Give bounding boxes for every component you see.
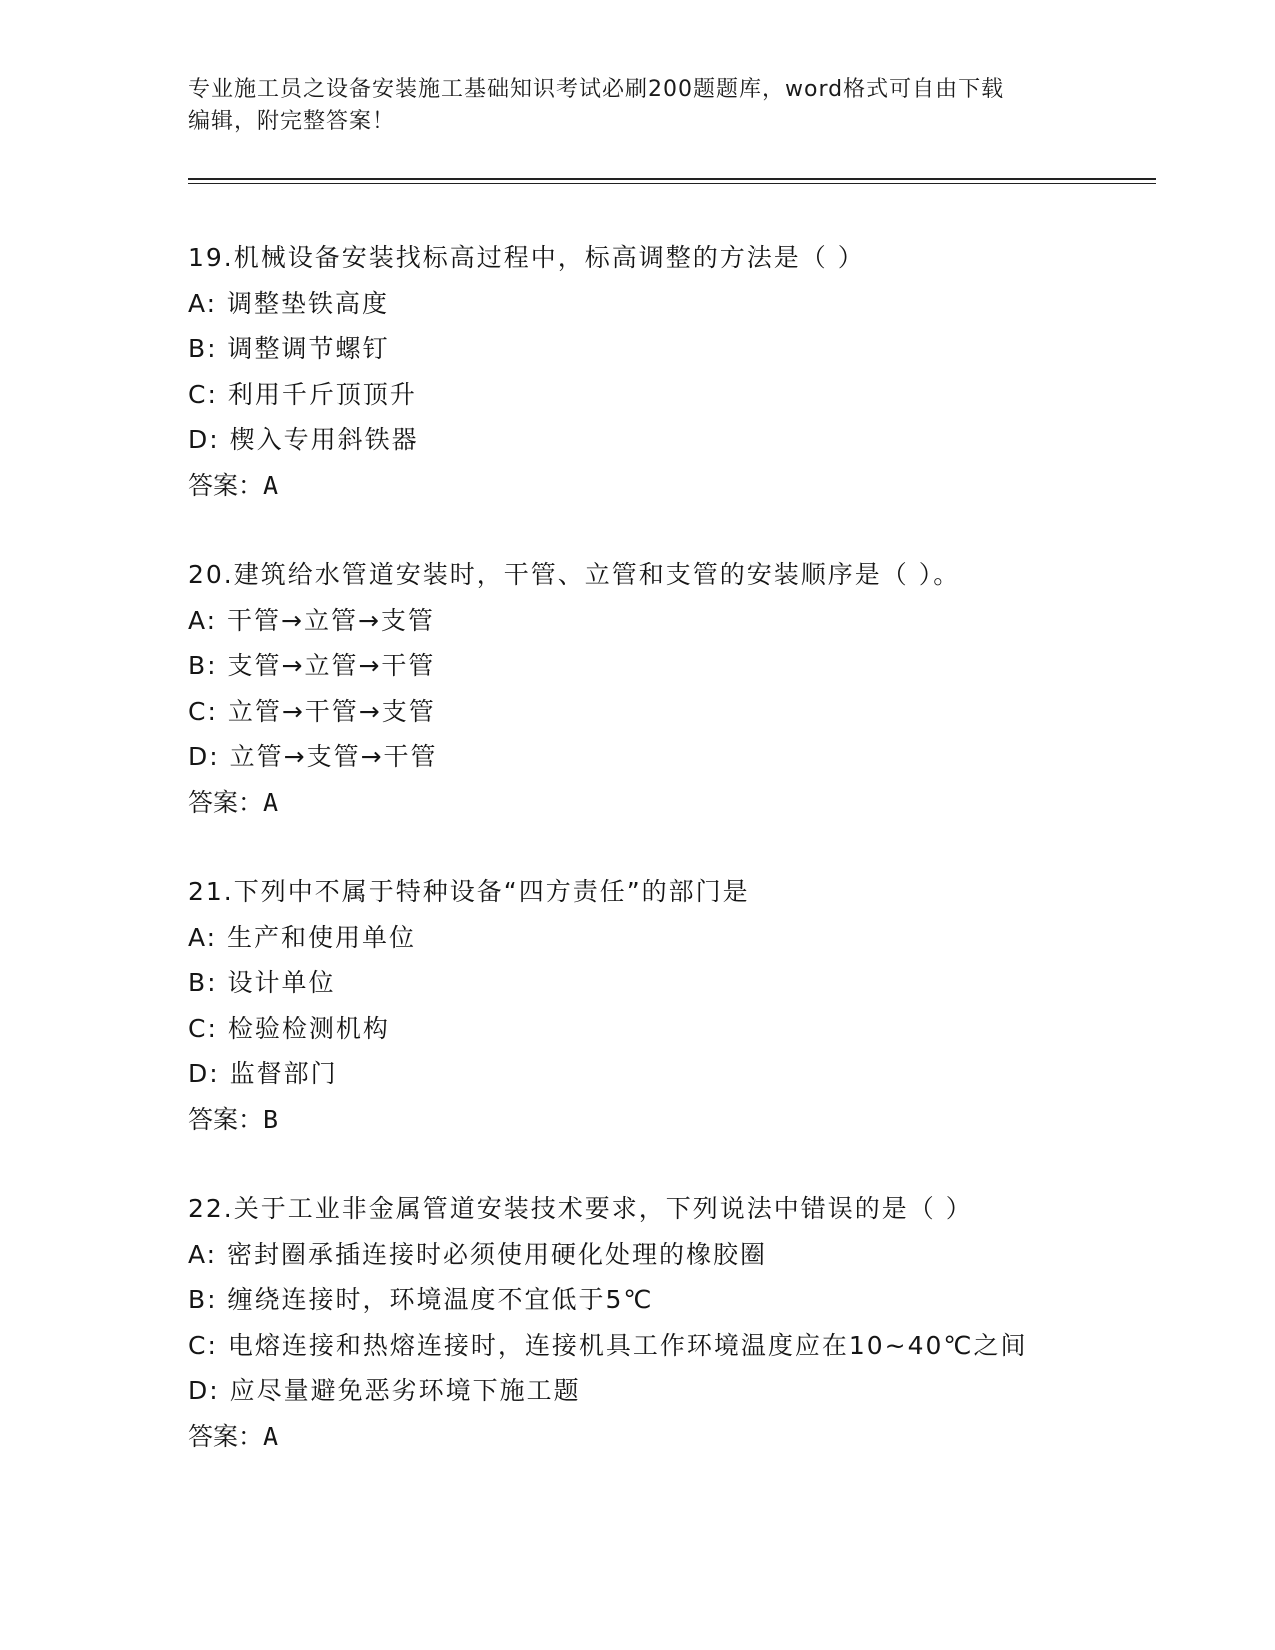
question-22 [188,1186,1156,1459]
option-d: D: 监督部门 [188,1059,338,1088]
option-b: B: 调整调节螺钉 [188,334,390,363]
answer: 答案：A [188,787,279,817]
option-c: C: 利用千斤顶顶升 [188,379,417,409]
question-19 [188,235,1156,508]
option-a: A: 生产和使用单位 [188,922,417,952]
question-stem: 21.下列中不属于特种设备“四方责任”的部门是 [188,877,750,906]
option-b: B: 支管→立管→干管 [188,651,436,680]
answer: 答案：B [188,1104,279,1134]
option-d: D: 楔入专用斜铁器 [188,425,419,454]
option-a: A: 干管→立管→支管 [188,605,435,635]
question-stem: 22.关于工业非金属管道安装技术要求，下列说法中错误的是（ ） [188,1194,973,1223]
question-list [188,235,1156,1503]
answer: 答案：A [188,470,279,500]
option-c: C: 立管→干管→支管 [188,696,436,726]
answer: 答案：A [188,1421,279,1451]
question-20 [188,552,1156,825]
option-a: A: 调整垫铁高度 [188,288,390,318]
question-21 [188,869,1156,1142]
option-b: B: 缠绕连接时，环境温度不宜低于5℃ [188,1285,654,1314]
question-stem: 20.建筑给水管道安装时，干管、立管和支管的安装顺序是（ ）。 [188,560,961,589]
option-c: C: 电熔连接和热熔连接时，连接机具工作环境温度应在10~40℃之间 [188,1330,1028,1360]
option-c: C: 检验检测机构 [188,1013,390,1043]
header-divider [188,178,1156,184]
option-a: A: 密封圈承插连接时必须使用硬化处理的橡胶圈 [188,1239,768,1269]
question-stem: 19.机械设备安装找标高过程中，标高调整的方法是（ ） [188,243,865,272]
option-d: D: 立管→支管→干管 [188,742,438,771]
option-b: B: 设计单位 [188,968,336,997]
header-title-line-1: 专业施工员之设备安装施工基础知识考试必刷200题题库，word格式可自由下载 [188,77,1005,102]
option-d: D: 应尽量避免恶劣环境下施工题 [188,1376,581,1405]
document-header [188,74,1088,138]
header-title-line-2: 编辑，附完整答案！ [188,109,396,134]
